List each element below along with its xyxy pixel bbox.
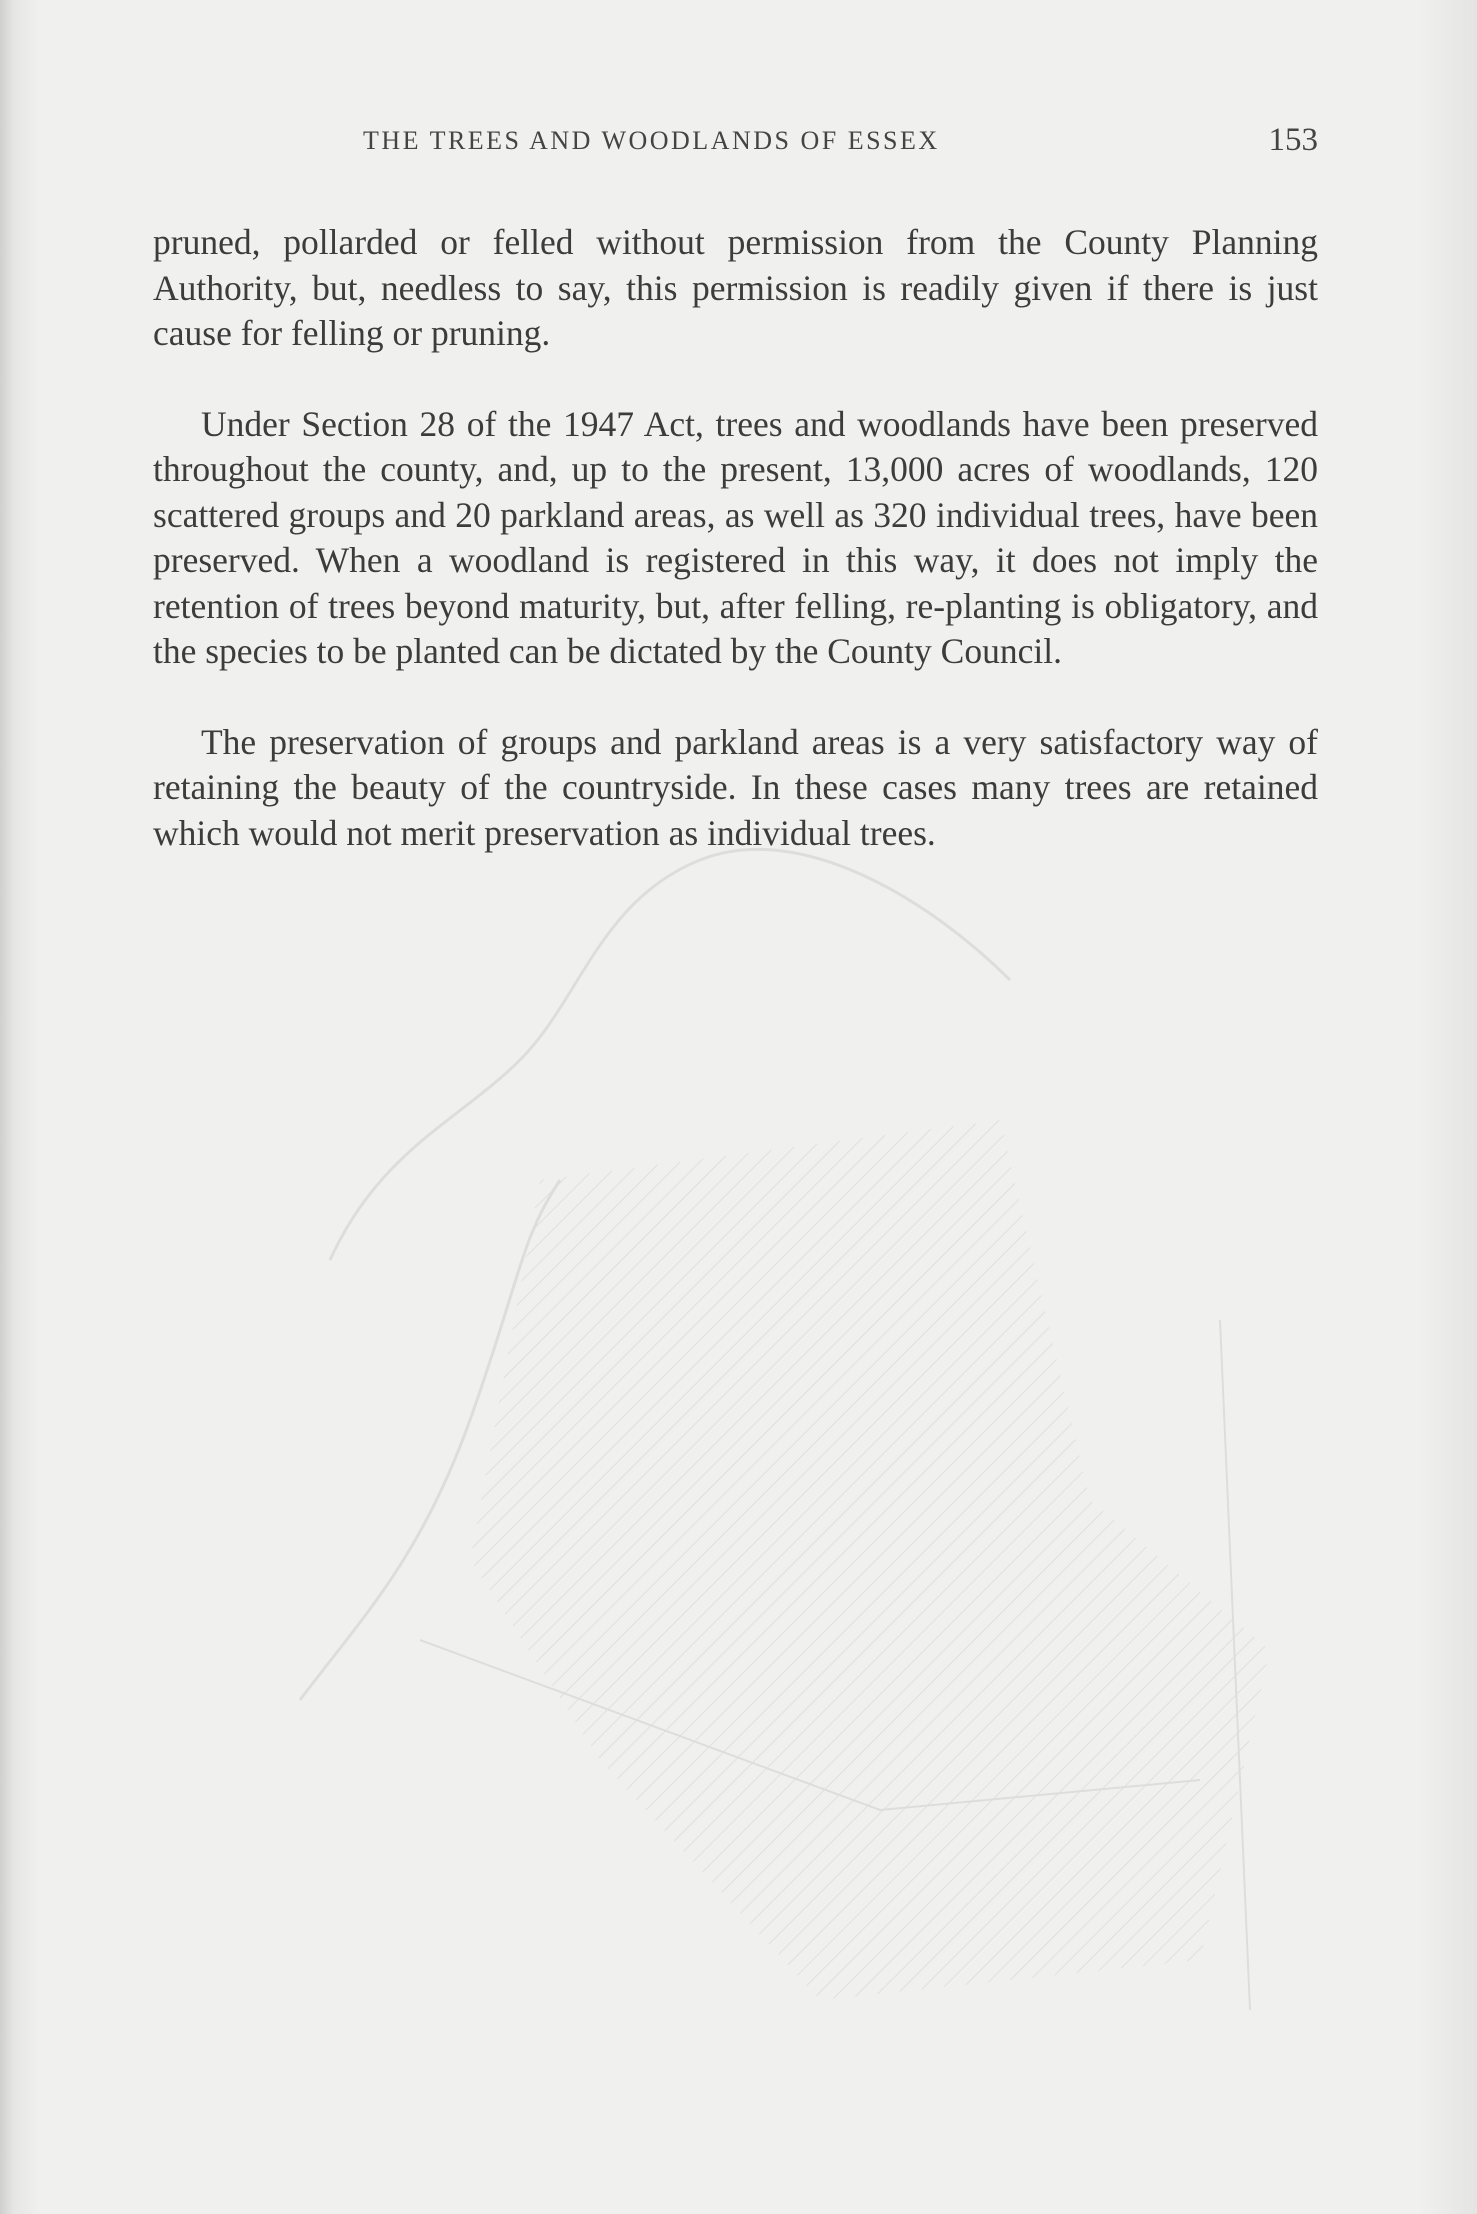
body-text [153,220,1318,856]
paragraph-2: Under Section 28 of the 1947 Act, trees and woodlands have been preserved throughout the county, and, up to the present, 13,000 acres of woodlands, 120 scattered groups and 20 parkland areas, as well as 320 individual trees, have been preserved. When a woodland is registered in this way, it does not imply the retention of trees beyond maturity, but, after felling, re-planting is obligatory, and the species to be planted can be dictated by the County Council. [153,403,1318,671]
page-number: 153 [1268,122,1318,158]
running-head [153,122,1318,166]
paragraph-3: The preservation of groups and parkland areas is a very satisfactory way of retaining the beauty of the countryside. In these cases many trees are retained which would not merit preservation as individual trees. [153,721,1318,853]
paragraph-1: pruned, pollarded or felled without permission from the County Planning Authority, but, needless to say, this permission is readily given if there is just cause for felling or pruning. [153,222,1318,353]
running-head-title: THE TREES AND WOODLANDS OF ESSEX [363,126,940,155]
